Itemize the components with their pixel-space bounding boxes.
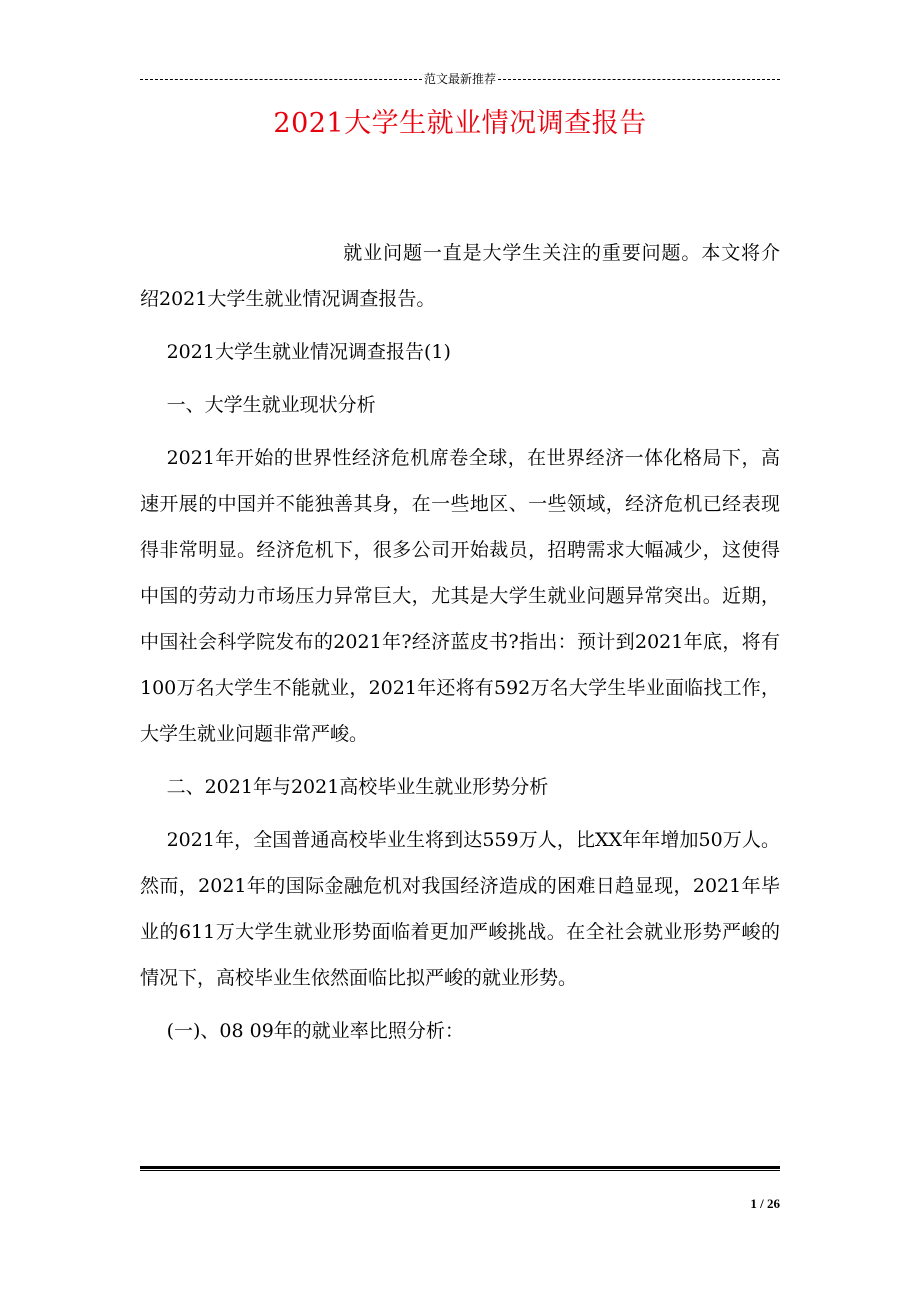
subsection-heading-1: (一)、08 09年的就业率比照分析： (166, 1020, 464, 1042)
report-subtitle: 2021大学生就业情况调查报告(1) (166, 341, 451, 363)
header-dash-right (498, 79, 780, 80)
body-paragraph-2: 2021年，全国普通高校毕业生将到达559万人，比XX年年增加50万人。然而，2021年的国际金融危机对我国经济造成的困难日趋显现，2021年毕业的611万大学生就业形势面临着更加严峻挑战。在全社会就业形势严峻的情况下，高校毕业生依然面临比拟严峻的就业形势。 (140, 829, 780, 989)
section-heading-2: 二、2021年与2021高校毕业生就业形势分析 (166, 776, 549, 798)
body-paragraph-1: 2021年开始的世界性经济危机席卷全球，在世界经济一体化格局下，高速开展的中国并不能独善其身，在一些地区、一些领域，经济危机已经表现得非常明显。经济危机下，很多公司开始裁员，招聘需求大幅减少，这使得中国的劳动力市场压力异常巨大，尤其是大学生就业问题异常突出。近期，中国社会科学院发布的2021年?经济蓝皮书?指出：预计到2021年底，将有100万名大学生不能就业，2021年还将有592万名大学生毕业面临找工作，大学生就业问题非常严峻。 (140, 447, 780, 745)
header-label: 范文最新推荐 (424, 72, 497, 86)
page-indicator: 1 / 26 (750, 1196, 780, 1211)
footer-rule-thin (140, 1170, 780, 1171)
document-title: 2021大学生就业情况调查报告 (273, 108, 647, 139)
intro-paragraph: 就业问题一直是大学生关注的重要问题。本文将介绍2021大学生就业情况调查报告。 (140, 242, 780, 310)
header-rule (140, 68, 780, 90)
footer-rule (140, 1166, 780, 1169)
document-body (140, 230, 780, 1054)
section-heading-1: 一、大学生就业现状分析 (166, 394, 376, 416)
header-dash-left (140, 79, 422, 80)
